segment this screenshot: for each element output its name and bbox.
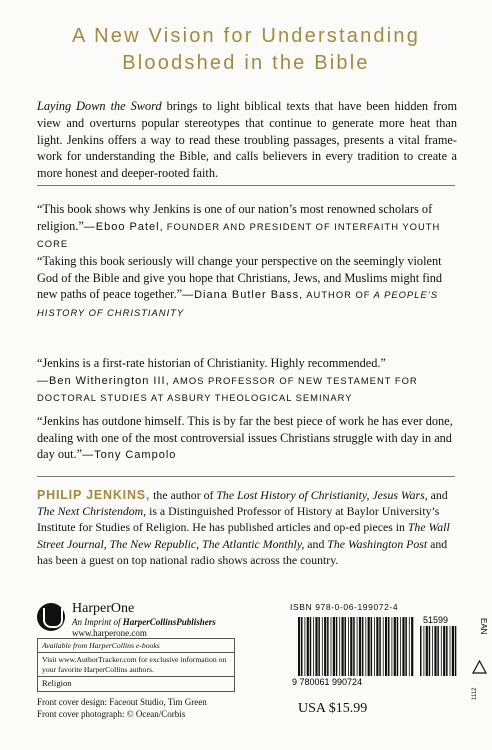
publisher-name: HarperOne bbox=[72, 601, 135, 616]
price: USA $15.99 bbox=[298, 701, 368, 716]
quote-attribution: —Eboo Patel, bbox=[83, 220, 164, 233]
barcode-bar bbox=[318, 617, 320, 676]
barcode bbox=[290, 615, 490, 687]
barcode-bar bbox=[437, 626, 439, 676]
book-title: Laying Down the Sword bbox=[37, 99, 162, 113]
barcode-bar bbox=[424, 626, 425, 676]
headline-line-2: Bloodshed in the Bible bbox=[122, 52, 370, 74]
barcode-bar bbox=[452, 626, 454, 676]
barcode-bars bbox=[298, 617, 413, 676]
barcode-bar bbox=[307, 617, 309, 676]
author-bio: PHILIP JENKINS, the author of The Lost History of Christianity, Jesus Wars, and The Next Christendom, is a Distinguished Professor of History at Baylor University’s Institute for Studies of Religion. He has published articles and op-ed pieces in The Wall Street Journal, The New Republic, The Atlantic Monthly, and The Washington Post and has been a guest on top national radio shows across the country. bbox=[37, 488, 450, 567]
barcode-bar bbox=[385, 617, 387, 676]
quote-attribution: —Ben Witherington III, bbox=[37, 374, 170, 387]
quote-3: “Jenkins is a first-rate historian of Christianity. Highly recommended.” —Ben Witherington III, AMOS PROFESSOR OF NEW TESTAMENT FOR DOCTORAL STUDIES AT ASBURY THEOLOGICAL SEMINARY bbox=[37, 356, 418, 404]
quote-1: “This book shows why Jenkins is one of our nation’s most renowned scholars of religion.”—Eboo Patel, FOUNDER AND PRESIDENT OF INTERFAITH YOUTH CORE bbox=[37, 202, 441, 250]
barcode-bar bbox=[402, 617, 404, 676]
barcode-bar bbox=[446, 626, 448, 676]
quote-2: “Taking this book seriously will change your perspective on the seemingly violent God of the Bible and give you hope that Christians, Jews, and Muslims might find new paths of peace together.”—Diana Butler Bass, AUTHOR OF A PEOPLE’S HISTORY OF CHRISTIANITY bbox=[37, 254, 443, 318]
barcode-bar bbox=[301, 617, 303, 676]
headline-line-1: A New Vision for Understanding bbox=[71, 25, 421, 47]
barcode-bar bbox=[359, 617, 361, 676]
barcode-bar bbox=[298, 617, 300, 676]
isbn-label: ISBN 978-0-06-199072-4 bbox=[290, 602, 399, 612]
publisher bbox=[72, 601, 216, 639]
blurb: Laying Down the Sword brings to light biblical texts that have been hidden from view and overturns popular stereotypes that continue to generate more heat than light. Jenkins offers a way to read these troubling passages, presents a vital framework for understanding the Bible, and calls believers in every tradition to create a more honest and deeper-rooted faith. bbox=[37, 99, 458, 181]
barcode-bar bbox=[353, 617, 355, 676]
barcode-addon-bars bbox=[420, 626, 456, 676]
headline bbox=[0, 24, 492, 75]
barcode-bar bbox=[429, 626, 431, 676]
quote-attribution: —Diana Butler Bass, bbox=[182, 289, 304, 302]
barcode-bar bbox=[310, 617, 312, 676]
ean-label: EAN bbox=[479, 618, 488, 635]
triangle-icon bbox=[473, 661, 486, 673]
barcode-bar bbox=[397, 617, 399, 676]
barcode-bar bbox=[379, 617, 381, 676]
barcode-addon-digits: 51599 bbox=[423, 615, 449, 625]
barcode-bar bbox=[348, 617, 349, 676]
barcode-bar bbox=[455, 626, 457, 676]
barcode-bar bbox=[313, 617, 314, 676]
barcode-bar bbox=[305, 617, 306, 676]
barcode-digits: 9 780061 990724 bbox=[292, 677, 363, 687]
harperone-logo-icon bbox=[37, 603, 65, 631]
barcode-bar bbox=[322, 617, 323, 676]
barcode-bar bbox=[336, 617, 338, 676]
divider-top bbox=[37, 185, 455, 186]
barcode-bar bbox=[383, 617, 384, 676]
barcode-bar bbox=[411, 617, 413, 676]
barcode-bar bbox=[432, 626, 433, 676]
barcode-bar bbox=[333, 617, 335, 676]
cover-credits: Front cover design: Faceout Studio, Tim Green Front cover photograph: © Ocean/Corbis bbox=[37, 697, 207, 719]
barcode-bar bbox=[394, 617, 396, 676]
barcode-bar bbox=[434, 626, 436, 676]
barcode-bar bbox=[345, 617, 347, 676]
barcode-bar bbox=[450, 626, 451, 676]
barcode-bar bbox=[388, 617, 390, 676]
barcode-bar bbox=[441, 626, 442, 676]
barcode-bar bbox=[362, 617, 364, 676]
barcode-bar bbox=[365, 617, 366, 676]
barcode-bar bbox=[426, 626, 428, 676]
barcode-bar bbox=[368, 617, 370, 676]
barcode-bar bbox=[327, 617, 329, 676]
category-label: Religion bbox=[42, 678, 72, 689]
authortracker-note: Visit www.AuthorTracker.com for exclusive information on your favorite HarperCollins authors. bbox=[38, 653, 234, 677]
barcode-bar bbox=[420, 626, 422, 676]
barcode-bar bbox=[331, 617, 332, 676]
barcode-bar bbox=[339, 617, 340, 676]
quote-4: “Jenkins has outdone himself. This is by far the best piece of work he has ever done, dealing with one of the most controversial issues Christians struggle with day in and day out.”—Tony Campolo bbox=[37, 414, 453, 462]
barcode-bar bbox=[324, 617, 326, 676]
author-name: PHILIP JENKINS, bbox=[37, 488, 151, 502]
barcode-bar bbox=[392, 617, 393, 676]
publisher-imprint: An Imprint of HarperCollinsPublishers bbox=[72, 617, 216, 627]
barcode-bar bbox=[374, 617, 375, 676]
barcode-bar bbox=[342, 617, 344, 676]
barcode-bar bbox=[371, 617, 373, 676]
barcode-bar bbox=[350, 617, 352, 676]
barcode-bar bbox=[400, 617, 401, 676]
barcode-bar bbox=[357, 617, 358, 676]
publisher-url: www.harperone.com bbox=[72, 628, 147, 638]
print-code: 1112 bbox=[472, 687, 478, 700]
info-box bbox=[37, 638, 235, 692]
barcode-bar bbox=[409, 617, 410, 676]
divider-bottom bbox=[37, 476, 455, 477]
ebooks-note: Available from HarperCollins e-books bbox=[38, 639, 234, 653]
barcode-bar bbox=[443, 626, 445, 676]
barcode-bar bbox=[376, 617, 378, 676]
quote-attribution: —Tony Campolo bbox=[82, 449, 177, 462]
barcode-bar bbox=[405, 617, 407, 676]
barcode-bar bbox=[315, 617, 317, 676]
